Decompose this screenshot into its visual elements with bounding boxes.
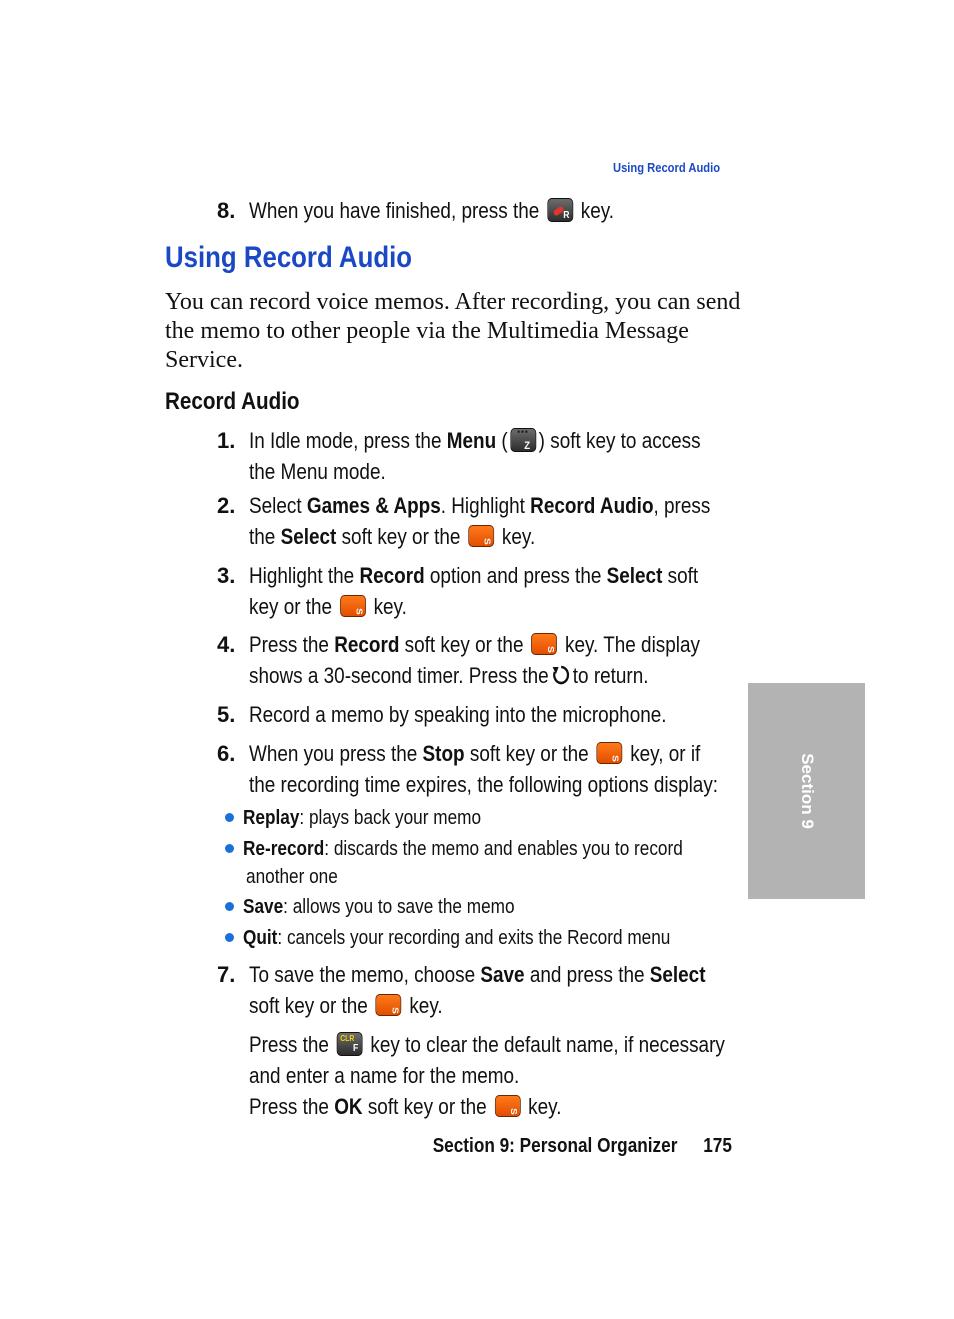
list-item: Quit: cancels your recording and exits the Record menu	[225, 924, 745, 952]
select-key-icon	[531, 633, 557, 655]
intro-paragraph: You can record voice memos. After recording, you can send the memo to other people via the Multimedia Message Service.	[165, 289, 741, 373]
list-item: Save: allows you to save the memo	[225, 893, 745, 921]
select-key-icon	[495, 1095, 521, 1117]
step-2: 2. Select Games & Apps. Highlight Record Audio, press the Select soft key or the S key.	[217, 490, 747, 552]
running-header: Using Record Audio	[612, 160, 720, 175]
section-title: Using Record Audio	[165, 241, 413, 274]
select-key-icon	[376, 994, 402, 1016]
end-key-icon	[547, 198, 573, 222]
footer-section: Section 9: Personal Organizer	[432, 1135, 678, 1157]
side-tab-label: Section 9	[797, 753, 817, 829]
bullet-icon	[225, 813, 234, 822]
list-item: Replay: plays back your memo	[225, 804, 745, 832]
step-3: 3. Highlight the Record option and press the Select soft key or the S key.	[217, 560, 747, 622]
menu-key-icon	[510, 428, 536, 452]
bullet-icon	[225, 902, 234, 911]
back-key-icon	[550, 663, 571, 687]
step-7: 7. To save the memo, choose Save and press the Select soft key or the S key.	[217, 959, 747, 1021]
clear-key-icon	[337, 1032, 363, 1056]
select-key-icon	[468, 525, 494, 547]
step-8: 8. When you have finished, press the R key.	[217, 195, 747, 226]
step-1: 1. In Idle mode, press the Menu (••• Z ) soft key to access the Menu mode.	[217, 425, 747, 487]
subsection-title: Record Audio	[165, 388, 300, 415]
note-paragraph: Press the F CLR key to clear the default name, if necessary and enter a name for the memo. Press the OK soft key or the S key.	[249, 1029, 749, 1122]
page-footer	[384, 1132, 732, 1160]
bullet-icon	[225, 933, 234, 942]
select-key-icon	[597, 742, 623, 764]
bullet-icon	[225, 844, 234, 853]
list-item: Re-record: discards the memo and enables you to record another one	[225, 835, 745, 891]
step-6: 6. When you press the Stop soft key or the S key, or if the recording time expires, the following options display:	[217, 738, 747, 800]
section-side-tab	[748, 683, 865, 899]
select-key-icon	[340, 595, 366, 617]
step-5: 5. Record a memo by speaking into the microphone.	[217, 702, 667, 727]
step-4: 4. Press the Record soft key or the S key. The display shows a 30-second timer. Press the to return.	[217, 629, 747, 691]
page-number: 175	[703, 1135, 732, 1157]
